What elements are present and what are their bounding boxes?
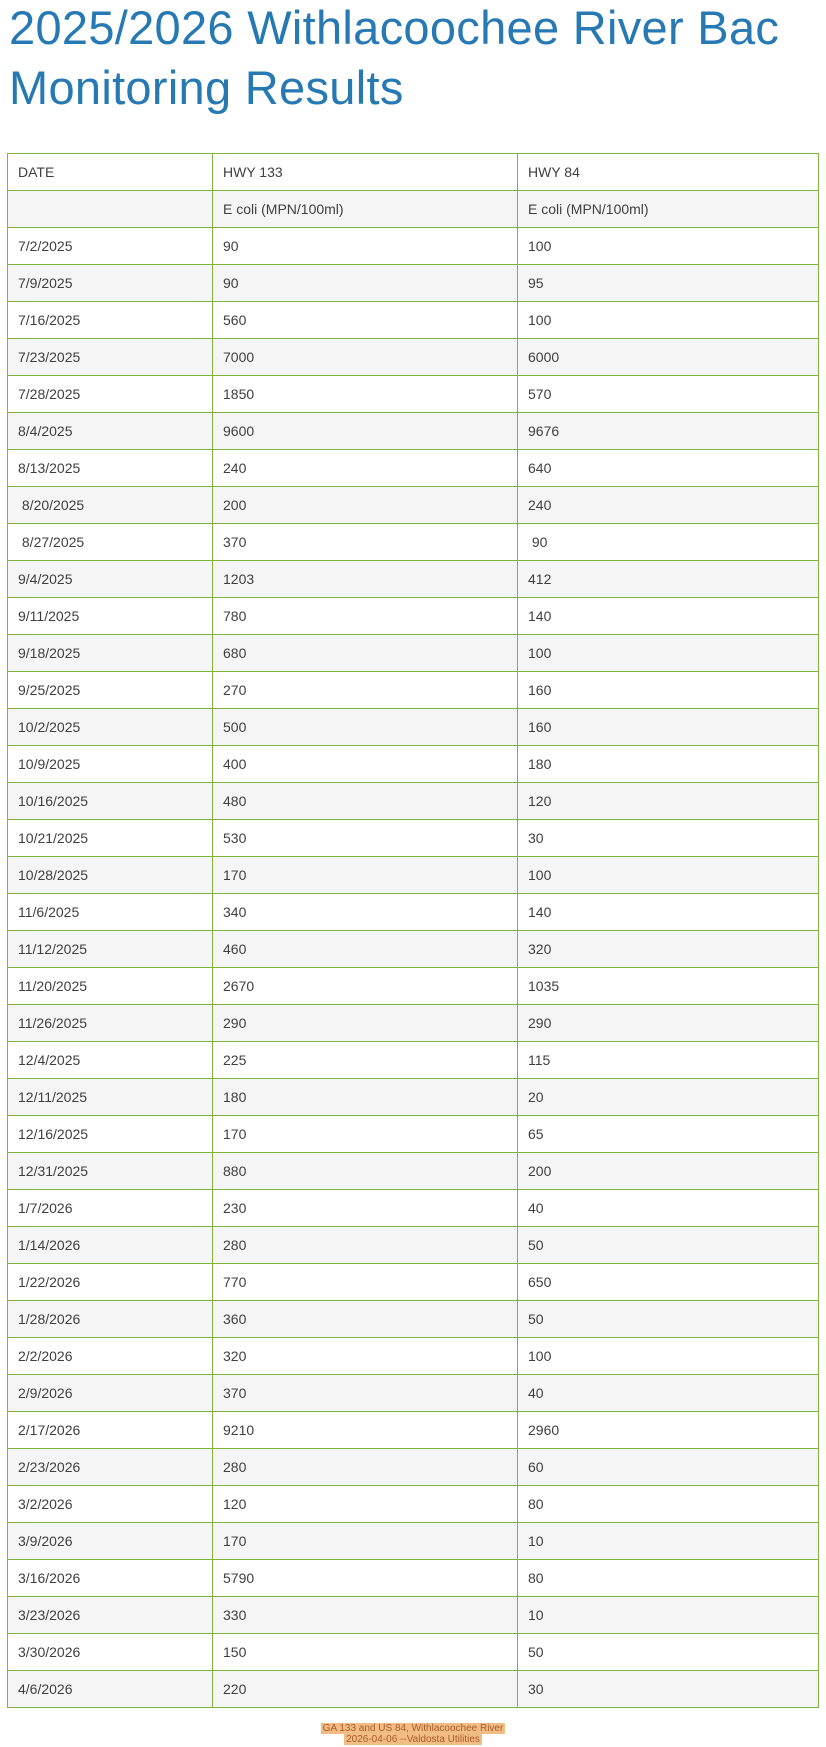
table-cell: 6000 <box>518 339 819 376</box>
table-cell: 370 <box>213 524 518 561</box>
table-cell: 170 <box>213 1116 518 1153</box>
table-cell: 220 <box>213 1671 518 1708</box>
table-cell: 1203 <box>213 561 518 598</box>
table-row <box>8 746 819 783</box>
table-cell: 180 <box>213 1079 518 1116</box>
table-row <box>8 1190 819 1227</box>
table-row <box>8 672 819 709</box>
table-row <box>8 709 819 746</box>
table-cell: 10/28/2025 <box>8 857 213 894</box>
table-row <box>8 1264 819 1301</box>
table-cell: 60 <box>518 1449 819 1486</box>
table-cell: 7/16/2025 <box>8 302 213 339</box>
table-cell: 3/2/2026 <box>8 1486 213 1523</box>
table-row <box>8 783 819 820</box>
table-row <box>8 1153 819 1190</box>
table-row <box>8 820 819 857</box>
table-row <box>8 1634 819 1671</box>
table-cell: 2960 <box>518 1412 819 1449</box>
table-cell: 480 <box>213 783 518 820</box>
table-cell: 370 <box>213 1375 518 1412</box>
table-cell: 30 <box>518 1671 819 1708</box>
table-cell: 40 <box>518 1375 819 1412</box>
table-cell: 8/20/2025 <box>8 487 213 524</box>
table-cell: 11/26/2025 <box>8 1005 213 1042</box>
table-cell: 3/16/2026 <box>8 1560 213 1597</box>
table-row <box>8 561 819 598</box>
table-cell: 3/30/2026 <box>8 1634 213 1671</box>
table-cell: 50 <box>518 1227 819 1264</box>
table-cell: 7000 <box>213 339 518 376</box>
table-cell: 50 <box>518 1301 819 1338</box>
table-cell: 460 <box>213 931 518 968</box>
table-cell: 280 <box>213 1449 518 1486</box>
table-row <box>8 302 819 339</box>
table-cell: 10/16/2025 <box>8 783 213 820</box>
table-cell: 2670 <box>213 968 518 1005</box>
table-cell: 100 <box>518 857 819 894</box>
table-cell: 170 <box>213 1523 518 1560</box>
table-cell: 170 <box>213 857 518 894</box>
table-cell: 330 <box>213 1597 518 1634</box>
table-cell: 3/9/2026 <box>8 1523 213 1560</box>
table-header-cell: DATE <box>8 154 213 191</box>
table-cell: 12/11/2025 <box>8 1079 213 1116</box>
table-cell: 280 <box>213 1227 518 1264</box>
table-row <box>8 524 819 561</box>
table-cell: 1850 <box>213 376 518 413</box>
table-cell: 400 <box>213 746 518 783</box>
table-row <box>8 376 819 413</box>
table-cell: 880 <box>213 1153 518 1190</box>
table-cell: 120 <box>213 1486 518 1523</box>
table-row <box>8 1079 819 1116</box>
table-cell: 2/9/2026 <box>8 1375 213 1412</box>
results-table-body <box>8 154 819 1708</box>
table-row <box>8 265 819 302</box>
table-cell: 360 <box>213 1301 518 1338</box>
table-cell: 320 <box>518 931 819 968</box>
table-cell: 240 <box>518 487 819 524</box>
table-cell: 10/9/2025 <box>8 746 213 783</box>
table-row <box>8 1005 819 1042</box>
table-cell: 30 <box>518 820 819 857</box>
table-cell: 200 <box>213 487 518 524</box>
table-cell: 2/23/2026 <box>8 1449 213 1486</box>
map-caption-line-2: 2026-04-06 --Valdosta Utilities <box>346 1734 480 1745</box>
table-cell: 2/17/2026 <box>8 1412 213 1449</box>
table-cell: 100 <box>518 302 819 339</box>
table-cell: 100 <box>518 228 819 265</box>
table-cell: 80 <box>518 1486 819 1523</box>
table-row <box>8 1560 819 1597</box>
table-row <box>8 1375 819 1412</box>
table-cell: 1/14/2026 <box>8 1227 213 1264</box>
table-row <box>8 1523 819 1560</box>
table-cell: 20 <box>518 1079 819 1116</box>
table-cell: 340 <box>213 894 518 931</box>
table-subheader-cell: E coli (MPN/100ml) <box>518 191 819 228</box>
table-cell: 1/28/2026 <box>8 1301 213 1338</box>
table-cell: 230 <box>213 1190 518 1227</box>
table-cell: 150 <box>213 1634 518 1671</box>
table-cell: 8/27/2025 <box>8 524 213 561</box>
table-row <box>8 450 819 487</box>
table-cell: 120 <box>518 783 819 820</box>
table-cell: 65 <box>518 1116 819 1153</box>
page-title-line-2: Monitoring Results <box>9 61 404 114</box>
table-cell: 9600 <box>213 413 518 450</box>
table-cell: 290 <box>518 1005 819 1042</box>
table-cell: 7/2/2025 <box>8 228 213 265</box>
table-subheader-cell <box>8 191 213 228</box>
table-row <box>8 413 819 450</box>
table-header-row <box>8 154 819 191</box>
table-cell: 95 <box>518 265 819 302</box>
table-cell: 500 <box>213 709 518 746</box>
table-cell: 11/12/2025 <box>8 931 213 968</box>
table-cell: 1035 <box>518 968 819 1005</box>
table-cell: 90 <box>213 265 518 302</box>
table-cell: 5790 <box>213 1560 518 1597</box>
table-cell: 9/4/2025 <box>8 561 213 598</box>
table-header-cell: HWY 133 <box>213 154 518 191</box>
table-cell: 8/4/2025 <box>8 413 213 450</box>
table-cell: 570 <box>518 376 819 413</box>
table-cell: 9/18/2025 <box>8 635 213 672</box>
table-cell: 2/2/2026 <box>8 1338 213 1375</box>
table-row <box>8 1338 819 1375</box>
table-cell: 100 <box>518 635 819 672</box>
table-cell: 180 <box>518 746 819 783</box>
table-row <box>8 487 819 524</box>
table-cell: 10/2/2025 <box>8 709 213 746</box>
table-row <box>8 228 819 265</box>
table-cell: 770 <box>213 1264 518 1301</box>
table-row <box>8 1042 819 1079</box>
page-title <box>0 0 826 118</box>
table-cell: 530 <box>213 820 518 857</box>
table-cell: 140 <box>518 598 819 635</box>
table-cell: 270 <box>213 672 518 709</box>
table-cell: 9210 <box>213 1412 518 1449</box>
table-row <box>8 1449 819 1486</box>
table-cell: 3/23/2026 <box>8 1597 213 1634</box>
table-cell: 90 <box>518 524 819 561</box>
table-cell: 11/6/2025 <box>8 894 213 931</box>
table-cell: 8/13/2025 <box>8 450 213 487</box>
table-cell: 320 <box>213 1338 518 1375</box>
table-cell: 7/28/2025 <box>8 376 213 413</box>
table-cell: 7/9/2025 <box>8 265 213 302</box>
table-cell: 80 <box>518 1560 819 1597</box>
table-row <box>8 1301 819 1338</box>
table-row <box>8 1671 819 1708</box>
table-subheader-row <box>8 191 819 228</box>
table-cell: 240 <box>213 450 518 487</box>
table-cell: 200 <box>518 1153 819 1190</box>
table-cell: 1/22/2026 <box>8 1264 213 1301</box>
table-row <box>8 968 819 1005</box>
table-header-cell: HWY 84 <box>518 154 819 191</box>
table-row <box>8 339 819 376</box>
table-cell: 115 <box>518 1042 819 1079</box>
table-row <box>8 931 819 968</box>
table-cell: 160 <box>518 709 819 746</box>
map-caption-line-1: GA 133 and US 84, Withlacoochee River <box>322 1723 504 1734</box>
table-cell: 9/11/2025 <box>8 598 213 635</box>
table-cell: 160 <box>518 672 819 709</box>
table-cell: 90 <box>213 228 518 265</box>
table-cell: 12/4/2025 <box>8 1042 213 1079</box>
table-row <box>8 1116 819 1153</box>
table-cell: 10 <box>518 1523 819 1560</box>
table-cell: 9676 <box>518 413 819 450</box>
table-cell: 640 <box>518 450 819 487</box>
table-cell: 40 <box>518 1190 819 1227</box>
map-caption <box>0 1723 826 1745</box>
table-cell: 225 <box>213 1042 518 1079</box>
table-cell: 12/31/2025 <box>8 1153 213 1190</box>
table-cell: 780 <box>213 598 518 635</box>
table-subheader-cell: E coli (MPN/100ml) <box>213 191 518 228</box>
table-cell: 680 <box>213 635 518 672</box>
table-row <box>8 894 819 931</box>
table-cell: 50 <box>518 1634 819 1671</box>
table-row <box>8 598 819 635</box>
table-cell: 10 <box>518 1597 819 1634</box>
table-cell: 9/25/2025 <box>8 672 213 709</box>
results-table <box>7 153 819 1708</box>
table-row <box>8 857 819 894</box>
table-cell: 4/6/2026 <box>8 1671 213 1708</box>
table-row <box>8 635 819 672</box>
table-cell: 1/7/2026 <box>8 1190 213 1227</box>
table-cell: 12/16/2025 <box>8 1116 213 1153</box>
table-cell: 412 <box>518 561 819 598</box>
table-cell: 140 <box>518 894 819 931</box>
table-cell: 11/20/2025 <box>8 968 213 1005</box>
table-cell: 10/21/2025 <box>8 820 213 857</box>
table-row <box>8 1486 819 1523</box>
table-cell: 7/23/2025 <box>8 339 213 376</box>
table-row <box>8 1227 819 1264</box>
table-cell: 560 <box>213 302 518 339</box>
table-row <box>8 1412 819 1449</box>
table-cell: 290 <box>213 1005 518 1042</box>
table-cell: 650 <box>518 1264 819 1301</box>
table-cell: 100 <box>518 1338 819 1375</box>
table-row <box>8 1597 819 1634</box>
page-title-line-1: 2025/2026 Withlacoochee River Bac <box>9 1 780 54</box>
